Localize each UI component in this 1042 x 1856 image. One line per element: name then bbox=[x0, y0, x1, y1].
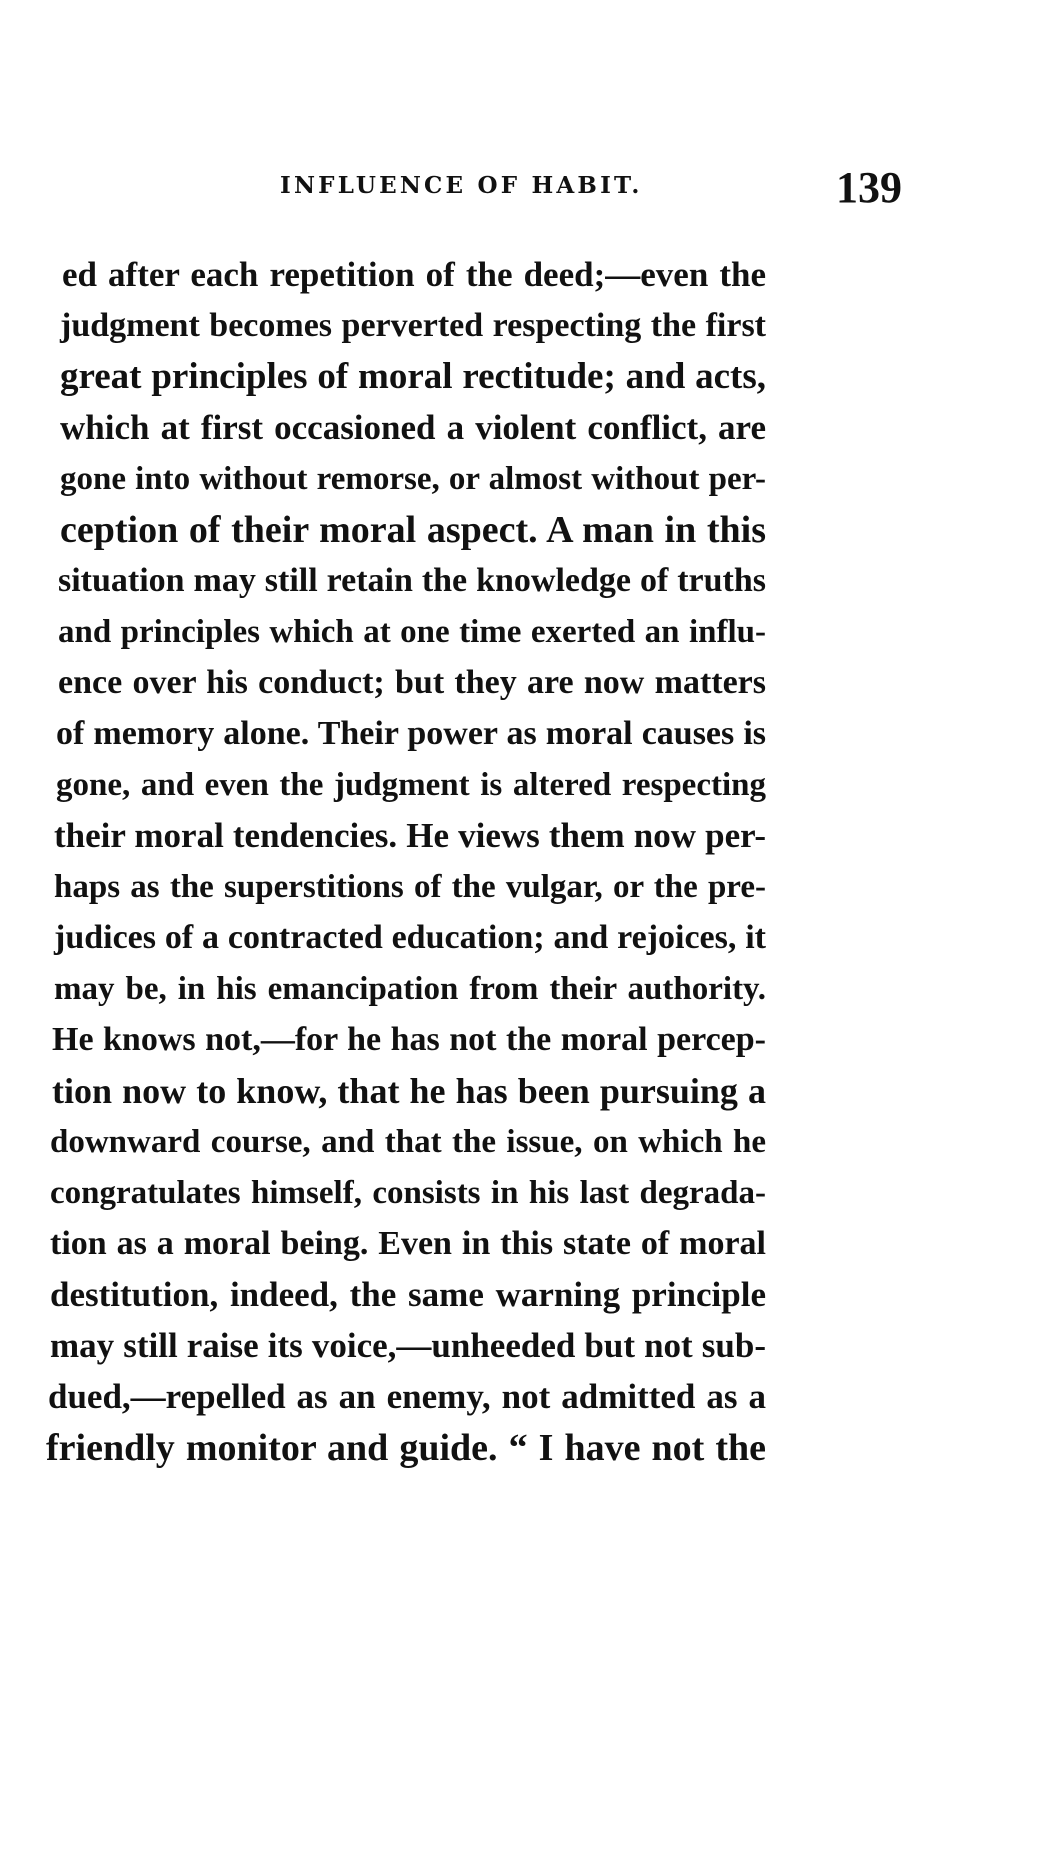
text-line: may still raise its voice,—unheeded but not sub- bbox=[50, 1326, 766, 1365]
text-line: their moral tendencies. He views them now per- bbox=[54, 816, 766, 855]
text-line: friendly monitor and guide. “ I have not the bbox=[46, 1427, 766, 1469]
text-line: haps as the superstitions of the vulgar, or the pre- bbox=[54, 869, 766, 905]
page-number: 139 bbox=[836, 163, 902, 212]
text-line: congratulates himself, consists in his last degrada- bbox=[50, 1175, 766, 1211]
text-line: ed after each repetition of the deed;—even the bbox=[62, 255, 766, 294]
text-line: destitution, indeed, the same warning principle bbox=[50, 1275, 766, 1314]
text-line: dued,—repelled as an enemy, not admitted as a bbox=[48, 1377, 766, 1416]
text-line: gone, and even the judgment is altered respecting bbox=[56, 767, 766, 803]
text-line: gone into without remorse, or almost without per- bbox=[60, 461, 766, 497]
running-title: INFLUENCE OF HABIT. bbox=[280, 172, 643, 199]
text-line: situation may still retain the knowledge of truths bbox=[58, 562, 766, 599]
text-line: judices of a contracted education; and rejoices, it bbox=[54, 919, 766, 956]
text-line: great principles of moral rectitude; and acts, bbox=[60, 356, 766, 397]
text-line: ence over his conduct; but they are now matters bbox=[58, 664, 766, 701]
text-line: ception of their moral aspect. A man in this bbox=[60, 509, 766, 551]
text-line: may be, in his emancipation from their authority. bbox=[54, 971, 766, 1007]
text-line: which at first occasioned a violent conflict, are bbox=[60, 408, 766, 447]
text-line: judgment becomes perverted respecting the first bbox=[60, 307, 766, 344]
text-line: tion now to know, that he has been pursuing a bbox=[52, 1071, 766, 1111]
text-line: of memory alone. Their power as moral causes is bbox=[56, 715, 766, 752]
text-line: tion as a moral being. Even in this state of moral bbox=[50, 1225, 766, 1262]
running-head bbox=[0, 163, 1042, 218]
text-line: He knows not,—for he has not the moral percep- bbox=[52, 1021, 766, 1058]
text-line: and principles which at one time exerted an influ- bbox=[58, 614, 766, 650]
text-line: downward course, and that the issue, on which he bbox=[50, 1124, 766, 1160]
